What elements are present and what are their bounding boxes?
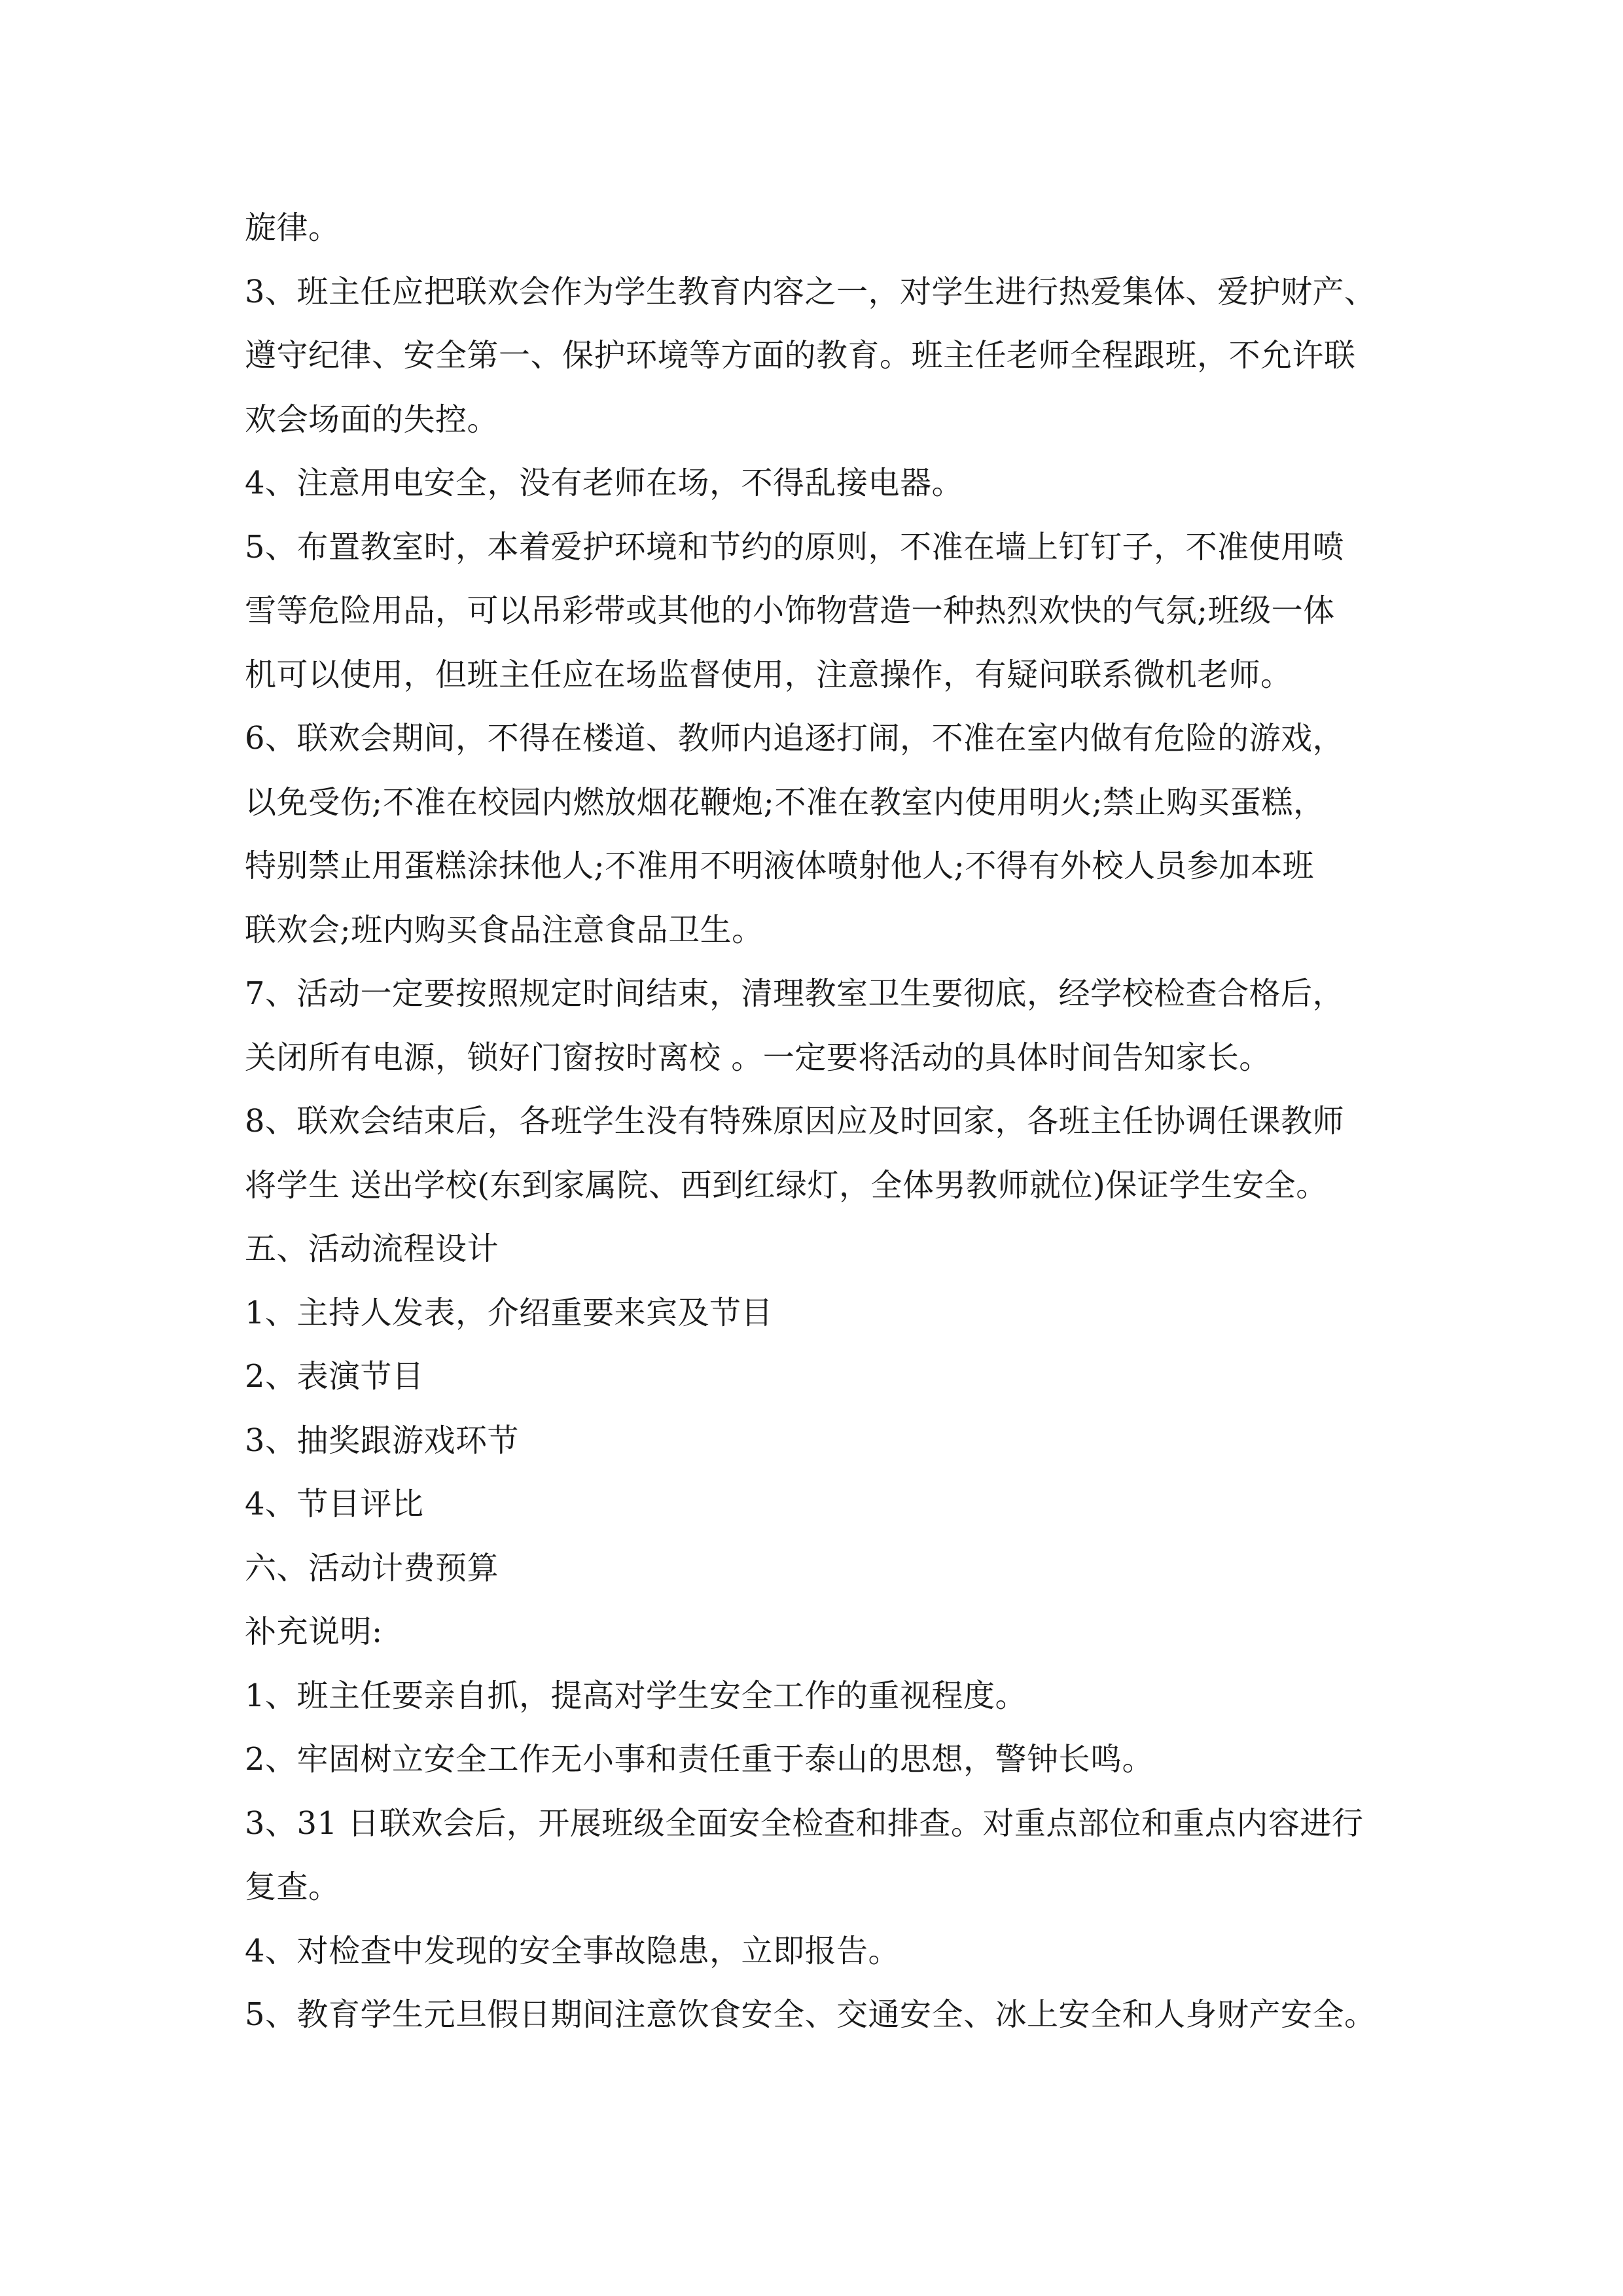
list-item: 1、主持人发表，介绍重要来宾及节目 (245, 1294, 774, 1331)
list-item: 4、节目评比 (245, 1486, 424, 1522)
text-line: 5、布置教室时，本着爱护环境和节约的原则，不准在墙上钉钉子，不准使用喷 (245, 528, 1345, 565)
text-line: 将学生 送出学校(东到家属院、西到红绿灯，全体男教师就位)保证学生安全。 (245, 1166, 1328, 1204)
text-line: 复查。 (245, 1869, 340, 1905)
text-line: 8、联欢会结束后，各班学生没有特殊原因应及时回家，各班主任协调任课教师 (245, 1103, 1345, 1139)
list-item: 2、牢固树立安全工作无小事和责任重于泰山的思想，警钟长鸣。 (245, 1741, 1154, 1778)
text-line: 7、活动一定要按照规定时间结束，清理教室卫生要彻底，经学校检查合格后， (245, 975, 1345, 1012)
text-line: 特别禁止用蛋糕涂抹他人;不准用不明液体喷射他人;不得有外校人员参加本班 (245, 848, 1314, 884)
text-line: 遵守纪律、安全第一、保护环境等方面的教育。班主任老师全程跟班，不允许联 (245, 337, 1356, 374)
text-line: 关闭所有电源，锁好门窗按时离校 。一定要将活动的具体时间告知家长。 (245, 1039, 1271, 1076)
text-line: 联欢会;班内购买食品注意食品卫生。 (245, 911, 764, 948)
list-item: 3、31 日联欢会后，开展班级全面安全检查和排查。对重点部位和重点内容进行 (245, 1804, 1364, 1842)
text-line: 机可以使用，但班主任应在场监督使用，注意操作，有疑问联系微机老师。 (245, 656, 1293, 693)
text-line: 欢会场面的失控。 (245, 401, 499, 438)
list-item: 5、教育学生元旦假日期间注意饮食安全、交通安全、冰上安全和人身财产安全。 (245, 1996, 1376, 2033)
text-line: 以免受伤;不准在校园内燃放烟花鞭炮;不准在教室内使用明火;禁止购买蛋糕， (245, 783, 1325, 821)
text-line: 3、班主任应把联欢会作为学生教育内容之一，对学生进行热爱集体、爱护财产、 (245, 273, 1376, 310)
list-item: 2、表演节目 (245, 1358, 424, 1395)
subsection-heading: 补充说明: (245, 1613, 383, 1650)
section-heading: 五、活动流程设计 (245, 1230, 499, 1267)
list-item: 1、班主任要亲自抓，提高对学生安全工作的重视程度。 (245, 1677, 1027, 1714)
text-line: 雪等危险用品，可以吊彩带或其他的小饰物营造一种热烈欢快的气氛;班级一体 (245, 592, 1335, 629)
section-heading: 六、活动计费预算 (245, 1549, 499, 1587)
list-item: 3、抽奖跟游戏环节 (245, 1422, 520, 1459)
text-line: 4、注意用电安全，没有老师在场，不得乱接电器。 (245, 465, 964, 501)
document-body (245, 196, 1397, 2047)
list-item: 4、对检查中发现的安全事故隐患，立即报告。 (245, 1932, 901, 1969)
text-line: 旋律。 (245, 209, 340, 246)
text-line: 6、联欢会期间，不得在楼道、教师内追逐打闹，不准在室内做有危险的游戏， (245, 720, 1345, 757)
